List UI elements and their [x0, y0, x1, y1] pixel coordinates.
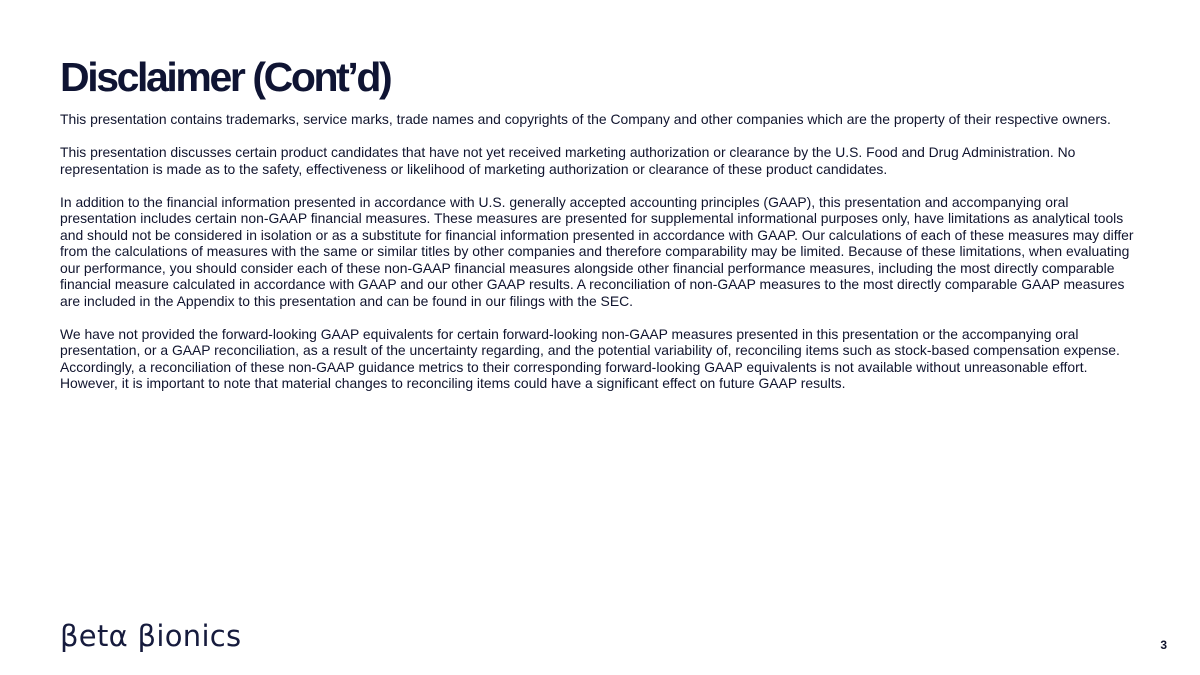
company-logo: βetα βionics: [60, 619, 242, 653]
disclaimer-paragraph-forward-looking: We have not provided the forward-looking GAAP equivalents for certain forward-looking non-GAAP measures presented in this presentation or the accompanying oral presentation, or a GAAP reconciliation, as a result of the uncertainty regarding, and the potential variability of, reconciling items such as stock-based compensation expense. Accordingly, a reconciliation of these non-GAAP guidance metrics to their corresponding forward-looking GAAP equivalents is not available without unreasonable effort. However, it is important to note that material changes to reconciling items could have a significant effect on future GAAP results.: [60, 325, 1120, 391]
page-number: 3: [1160, 638, 1167, 652]
disclaimer-body: [60, 111, 1145, 408]
disclaimer-paragraph-non-gaap: In addition to the financial information presented in accordance with U.S. generally accepted accounting principles (GAAP), this presentation and accompanying oral presentation includes certain non-GAAP financial measures. These measures are presented for supplemental informational purposes only, have limitations as analytical tools and should not be considered in isolation or as a substitute for financial information presented in accordance with GAAP. Our calculations of each of these measures may differ from the calculations of measures with the same or similar titles by other companies and therefore comparability may be limited. Because of these limitations, when evaluating our performance, you should consider each of these non-GAAP financial measures alongside other financial performance measures, including the most directly comparable financial measure calculated in accordance with GAAP and our other GAAP results. A reconciliation of non-GAAP measures to the most directly comparable GAAP measures are included in the Appendix to this presentation and can be found in our filings with the SEC.: [60, 193, 1134, 309]
slide-title: Disclaimer (Cont’d): [60, 54, 391, 100]
disclaimer-paragraph-product-candidates: This presentation discusses certain product candidates that have not yet received marketing authorization or clearance by the U.S. Food and Drug Administration. No representation is made as to the safety, effectiveness or likelihood of marketing authorization or clearance of these product candidates.: [60, 144, 1076, 177]
disclaimer-paragraph-trademarks: This presentation contains trademarks, service marks, trade names and copyrights of the Company and other companies which are the property of their respective owners.: [60, 111, 1111, 127]
